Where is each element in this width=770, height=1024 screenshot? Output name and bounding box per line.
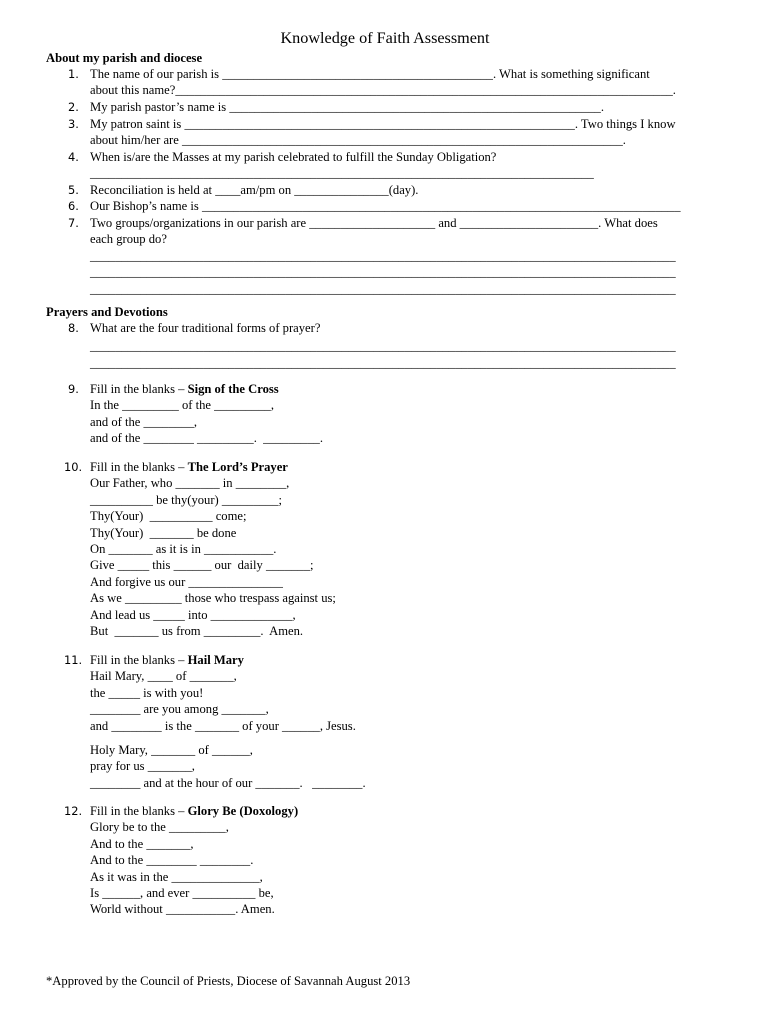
prayer-line[interactable]: ________ are you among _______,	[90, 702, 269, 717]
prayer-line[interactable]: Hail Mary, ____ of _______,	[90, 669, 237, 684]
prayer-line[interactable]: And forgive us our _______________	[90, 574, 283, 589]
question-number: 6.	[68, 199, 79, 213]
question-text[interactable]: My patron saint is ______________________________________________________________. Two things I know	[90, 117, 676, 131]
question-number: 7.	[68, 216, 79, 230]
prayer-line[interactable]: and ________ is the _______ of your ______, Jesus.	[90, 718, 356, 733]
question-intro: Fill in the blanks –	[90, 460, 188, 474]
prayer-line[interactable]: Our Father, who _______ in ________,	[90, 476, 290, 491]
answer-line[interactable]: _____________________________________________________________________________________________	[90, 339, 676, 354]
prayer-line[interactable]: But _______ us from _________. Amen.	[90, 623, 304, 638]
prayer-line[interactable]: And lead us _____ into _____________,	[90, 607, 296, 622]
page-title: Knowledge of Faith Assessment	[280, 29, 490, 47]
prayer-line[interactable]: In the _________ of the _________,	[90, 398, 274, 413]
prayer-name: Sign of the Cross	[187, 382, 279, 396]
question-text: The name of our parish is ___________________________________________. What is something significant	[90, 67, 650, 81]
section-heading-prayers: Prayers and Devotions	[46, 305, 168, 319]
prayer-line[interactable]: Give _____ this ______ our daily _______;	[90, 558, 314, 573]
prayer-line[interactable]: and of the ________,	[90, 414, 198, 429]
question-intro: Fill in the blanks –	[90, 382, 188, 396]
question-number: 12.	[64, 804, 83, 818]
prayer-line[interactable]: World without ___________. Amen.	[90, 902, 275, 917]
question-intro: Fill in the blanks –	[90, 804, 188, 818]
approval-footnote: *Approved by the Council of Priests, Diocese of Savannah August 2013	[46, 974, 411, 988]
question-text: each group do?	[90, 232, 167, 247]
prayer-name: Hail Mary	[187, 653, 244, 667]
question-number: 1.	[68, 67, 79, 81]
answer-line[interactable]: _____________________________________________________________________________________________	[90, 265, 676, 280]
answer-line[interactable]: ________________________________________________________________________________	[90, 166, 594, 181]
question-number: 4.	[68, 150, 79, 164]
answer-line[interactable]: _____________________________________________________________________________________________	[90, 281, 676, 296]
prayer-line[interactable]: Thy(Your) __________ come;	[90, 509, 247, 524]
question-text[interactable]: Our Bishop’s name is ____________________________________________________________________________	[90, 199, 681, 213]
question-text: When is/are the Masses at my parish celebrated to fulfill the Sunday Obligation?	[90, 150, 497, 164]
question-text[interactable]: Two groups/organizations in our parish are ____________________ and ______________________. What does	[90, 216, 658, 230]
prayer-line[interactable]: Is ______, and ever __________ be,	[90, 885, 274, 900]
prayer-line[interactable]: the _____ is with you!	[90, 685, 204, 700]
prayer-line[interactable]: And to the _______,	[90, 836, 194, 851]
prayer-name: Glory Be (Doxology)	[187, 804, 299, 818]
answer-line[interactable]: about him/her are ______________________________________________________________________.	[90, 133, 626, 148]
question-text[interactable]: Reconciliation is held at ____am/pm on _______________(day).	[90, 183, 419, 197]
prayer-line[interactable]: pray for us _______,	[90, 759, 195, 774]
prayer-line[interactable]: And to the ________ ________.	[90, 853, 254, 868]
answer-line[interactable]: _____________________________________________________________________________________________	[90, 248, 676, 263]
question-number: 10.	[64, 460, 83, 474]
prayer-line[interactable]: Glory be to the _________,	[90, 820, 229, 835]
prayer-line[interactable]: Holy Mary, _______ of ______,	[90, 742, 253, 757]
question-number: 3.	[68, 117, 79, 131]
prayer-line[interactable]: __________ be thy(your) _________;	[90, 492, 283, 507]
prayer-name: The Lord’s Prayer	[187, 460, 288, 474]
question-number: 2.	[68, 100, 79, 114]
question-intro: Fill in the blanks –	[90, 653, 188, 667]
answer-line[interactable]: about this name?_______________________________________________________________________________.	[90, 83, 676, 98]
section-heading-parish: About my parish and diocese	[46, 51, 203, 65]
question-number: 8.	[68, 321, 79, 335]
answer-line[interactable]: _____________________________________________________________________________________________	[90, 355, 676, 370]
prayer-line[interactable]: and of the ________ _________. _________.	[90, 431, 323, 446]
question-number: 11.	[64, 653, 83, 667]
prayer-line[interactable]: On _______ as it is in ___________.	[90, 541, 277, 556]
question-number: 5.	[68, 183, 79, 197]
question-number: 9.	[68, 382, 79, 396]
prayer-line[interactable]: Thy(Your) _______ be done	[90, 525, 237, 540]
question-text[interactable]: My parish pastor’s name is ___________________________________________________________.	[90, 100, 604, 114]
prayer-line[interactable]: ________ and at the hour of our _______. ________.	[90, 775, 366, 790]
question-text: What are the four traditional forms of prayer?	[90, 321, 321, 335]
prayer-line[interactable]: As it was in the ______________,	[90, 869, 263, 884]
prayer-line[interactable]: As we _________ those who trespass against us;	[90, 591, 336, 606]
